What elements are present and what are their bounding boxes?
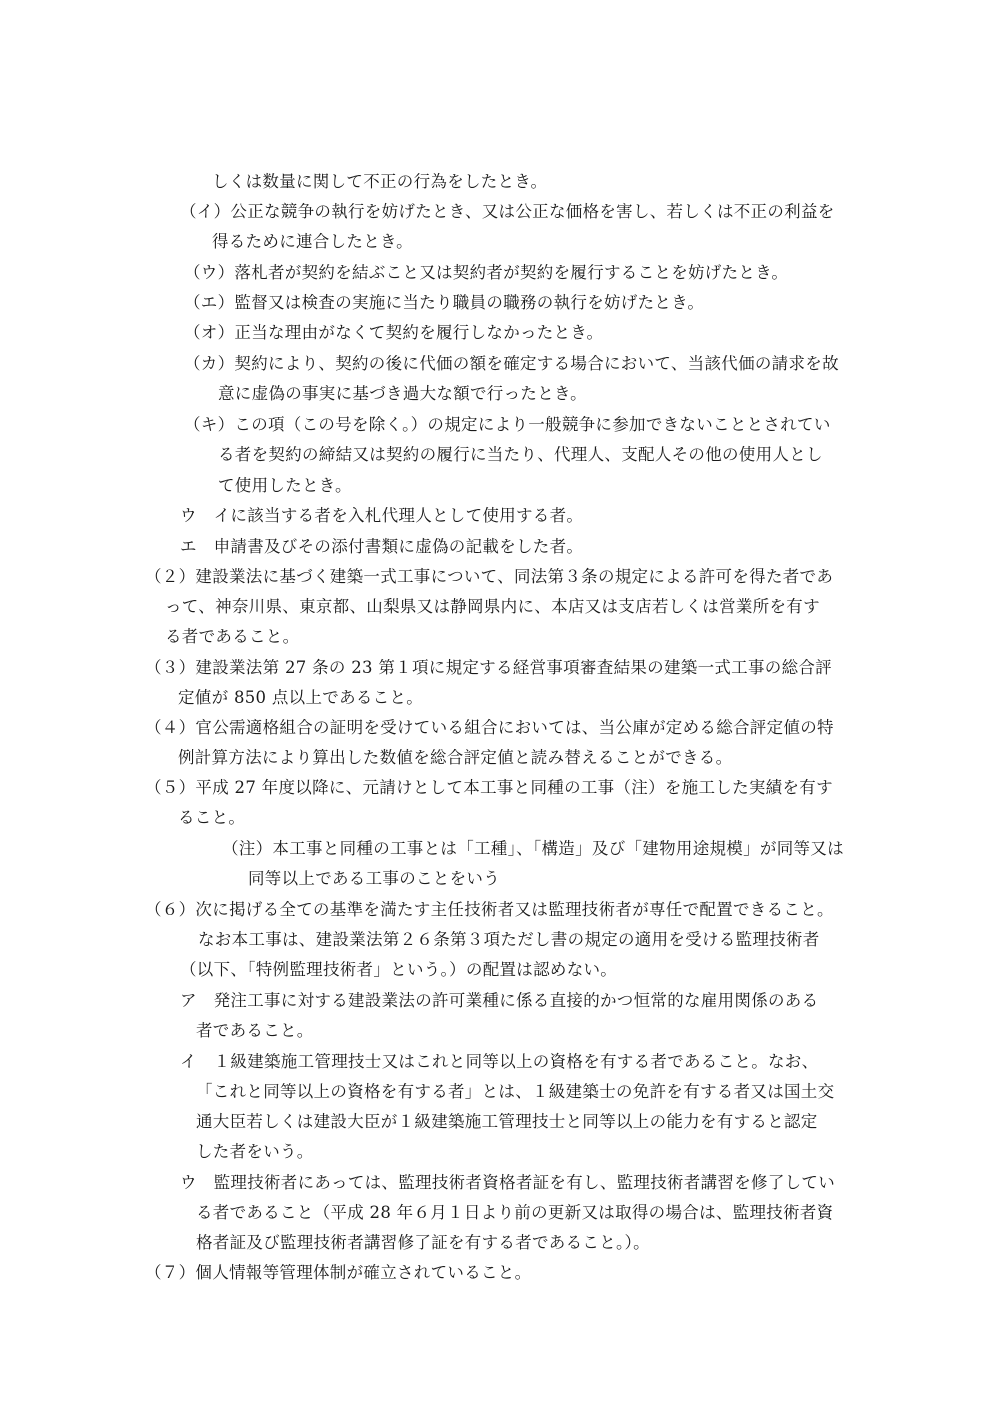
text-line: て使用したとき。 [218, 476, 352, 495]
text-line: なお本工事は、建設業法第２６条第３項ただし書の規定の適用を受ける監理技術者 [198, 930, 820, 949]
text-line: （イ）公正な競争の執行を妨げたとき、又は公正な価格を害し、若しくは不正の利益を [180, 202, 835, 221]
text-line: 得るために連合したとき。 [212, 232, 413, 251]
text-line: 例計算方法により算出した数値を総合評定値と読み替えることができる。 [178, 748, 733, 767]
text-line: （注）本工事と同種の工事とは「工種」、「構造」及び「建物用途規模」が同等又は [222, 839, 844, 858]
text-line: ウ イに該当する者を入札代理人として使用する者。 [180, 506, 584, 525]
text-line: 格者証及び監理技術者講習修了証を有する者であること。）。 [196, 1233, 650, 1252]
text-line: 同等以上である工事のことをいう [248, 869, 500, 888]
text-line: （以下、「特例監理技術者」という。）の配置は認めない。 [180, 960, 618, 979]
text-line: （ウ）落札者が契約を結ぶこと又は契約者が契約を履行することを妨げたとき。 [184, 263, 789, 282]
text-line: 定値が 850 点以上であること。 [178, 688, 424, 707]
text-line: （２）建設業法に基づく建築一式工事について、同法第３条の規定による許可を得た者であ [145, 567, 834, 586]
text-line: ウ 監理技術者にあっては、監理技術者資格者証を有し、監理技術者講習を修了してい [180, 1173, 836, 1192]
text-line: （オ）正当な理由がなくて契約を履行しなかったとき。 [184, 323, 604, 342]
text-line: した者をいう。 [196, 1142, 314, 1161]
text-line: 通大臣若しくは建設大臣が１級建築施工管理技士と同等以上の能力を有すると認定 [196, 1112, 818, 1131]
text-line: （エ）監督又は検査の実施に当たり職員の職務の執行を妨げたとき。 [184, 293, 705, 312]
text-line: 者であること。 [196, 1021, 314, 1040]
text-line: （７）個人情報等管理体制が確立されていること。 [145, 1263, 532, 1282]
text-line: イ １級建築施工管理技士又はこれと同等以上の資格を有する者であること。なお、 [180, 1052, 819, 1071]
text-line: （カ）契約により、契約の後に代価の額を確定する場合において、当該代価の請求を故 [184, 354, 839, 373]
text-line: （５）平成 27 年度以降に、元請けとして本工事と同種の工事（注）を施工した実績を有す [145, 778, 833, 797]
text-line: エ 申請書及びその添付書類に虚偽の記載をした者。 [180, 537, 584, 556]
text-line: る者であること。 [165, 627, 300, 646]
text-line: る者であること（平成 28 年６月１日より前の更新又は取得の場合は、監理技術者資 [196, 1203, 834, 1222]
text-line: 「これと同等以上の資格を有する者」とは、１級建築士の免許を有する者又は国土交 [196, 1082, 835, 1101]
text-line: （４）官公需適格組合の証明を受けている組合においては、当公庫が定める総合評定値の特 [145, 718, 834, 737]
text-line: ア 発注工事に対する建設業法の許可業種に係る直接的かつ恒常的な雇用関係のある [180, 991, 819, 1010]
text-line: って、神奈川県、東京都、山梨県又は静岡県内に、本店又は支店若しくは営業所を有す [165, 597, 820, 616]
text-line: ること。 [178, 808, 246, 827]
text-line: る者を契約の締結又は契約の履行に当たり、代理人、支配人その他の使用人とし [218, 445, 823, 464]
text-line: しくは数量に関して不正の行為をしたとき。 [212, 172, 548, 191]
text-line: 意に虚偽の事実に基づき過大な額で行ったとき。 [218, 384, 587, 403]
text-line: （３）建設業法第 27 条の 23 第１項に規定する経営事項審査結果の建築一式工事の総合評 [145, 658, 832, 677]
text-line: （６）次に掲げる全ての基準を満たす主任技術者又は監理技術者が専任で配置できること。 [145, 900, 834, 919]
text-line: （キ）この項（この号を除く。）の規定により一般競争に参加できないこととされてい [184, 415, 831, 434]
